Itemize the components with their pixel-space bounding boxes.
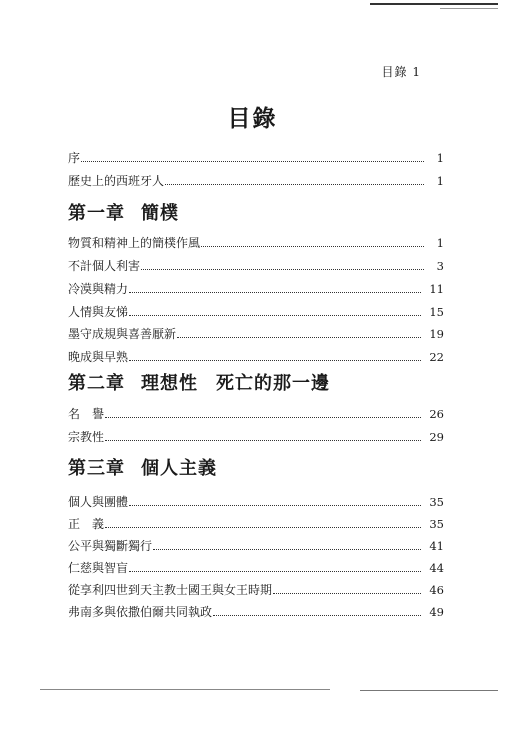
toc-entry[interactable]	[68, 517, 444, 531]
toc-entry[interactable]	[68, 407, 444, 421]
page-title: 目錄	[227, 106, 278, 132]
chapter-number: 第一章	[68, 203, 125, 224]
toc-entry-title: 冷漠與精力	[68, 282, 129, 296]
toc-entry-page: 49	[429, 605, 444, 619]
toc-entry[interactable]	[68, 305, 444, 319]
toc-entry-page: 1	[436, 151, 444, 165]
chapter-title: 簡樸	[141, 203, 179, 224]
chapter-number: 第三章	[68, 458, 125, 479]
dot-leader	[141, 269, 424, 270]
toc-entry-title: 人情與友悌	[68, 305, 129, 319]
toc-entry-title: 名 譽	[68, 407, 105, 421]
toc-entry-title: 從享利四世到天主教士國王與女王時期	[68, 583, 273, 597]
toc-entry-preface[interactable]	[68, 151, 444, 165]
toc-entry[interactable]	[68, 495, 444, 509]
scan-edge-line	[440, 8, 498, 9]
toc-entry-title: 仁慈與智盲	[68, 561, 129, 575]
chapter-heading-2[interactable]	[68, 373, 330, 395]
toc-entry-page: 1	[436, 174, 444, 188]
running-header: 目錄 1	[381, 65, 421, 79]
chapter-heading-3[interactable]	[68, 458, 217, 480]
toc-entry-title: 公平與獨斷獨行	[68, 539, 153, 553]
dot-leader	[129, 315, 421, 316]
dot-leader	[129, 571, 421, 572]
toc-entry-page: 1	[436, 236, 444, 250]
dot-leader	[105, 440, 421, 441]
toc-entry-page: 35	[429, 495, 444, 509]
dot-leader	[129, 360, 421, 361]
dot-leader	[213, 615, 421, 616]
chapter-heading-1[interactable]	[68, 203, 179, 225]
dot-leader	[105, 527, 421, 528]
dot-leader	[201, 246, 424, 247]
dot-leader	[105, 417, 421, 418]
dot-leader	[129, 505, 421, 506]
dot-leader	[153, 549, 421, 550]
toc-entry-title: 物質和精神上的簡樸作風	[68, 236, 201, 250]
scan-edge-line	[360, 690, 498, 691]
toc-entry[interactable]	[68, 605, 444, 619]
toc-entry[interactable]	[68, 282, 444, 296]
toc-entry-title: 歷史上的西班牙人	[68, 174, 165, 188]
toc-entry-page: 26	[429, 407, 444, 421]
toc-entry[interactable]	[68, 430, 444, 444]
toc-entry[interactable]	[68, 327, 444, 341]
toc-entry-history[interactable]	[68, 174, 444, 188]
toc-entry-page: 46	[429, 583, 444, 597]
toc-entry-page: 3	[436, 259, 444, 273]
toc-entry-page: 44	[429, 561, 444, 575]
chapter-number: 第二章	[68, 373, 125, 394]
scan-edge-line	[40, 689, 330, 690]
toc-entry[interactable]	[68, 350, 444, 364]
toc-entry[interactable]	[68, 539, 444, 553]
chapter-subtitle: 死亡的那一邊	[216, 373, 330, 394]
toc-entry-title: 弗南多與依撒伯爾共同執政	[68, 605, 213, 619]
toc-entry-page: 19	[429, 327, 444, 341]
toc-entry-page: 22	[429, 350, 444, 364]
toc-entry-page: 35	[429, 517, 444, 531]
toc-entry-title: 不計個人利害	[68, 259, 141, 273]
toc-entry-page: 11	[429, 282, 444, 296]
chapter-title: 個人主義	[141, 458, 217, 479]
toc-entry[interactable]	[68, 561, 444, 575]
dot-leader	[81, 161, 424, 162]
dot-leader	[273, 593, 421, 594]
dot-leader	[165, 184, 424, 185]
toc-entry-title: 個人與團體	[68, 495, 129, 509]
toc-entry-title: 宗教性	[68, 430, 105, 444]
toc-entry[interactable]	[68, 259, 444, 273]
toc-entry-title: 墨守成規與喜善厭新	[68, 327, 177, 341]
toc-entry-title: 晚成與早熟	[68, 350, 129, 364]
toc-entry-page: 15	[429, 305, 444, 319]
toc-entry[interactable]	[68, 236, 444, 250]
chapter-title: 理想性	[141, 373, 198, 394]
toc-entry-title: 序	[68, 151, 81, 165]
toc-entry-page: 41	[429, 539, 444, 553]
toc-entry-page: 29	[429, 430, 444, 444]
dot-leader	[129, 292, 421, 293]
toc-entry-title: 正 義	[68, 517, 105, 531]
scan-edge-line	[370, 3, 498, 5]
dot-leader	[177, 337, 421, 338]
toc-entry[interactable]	[68, 583, 444, 597]
